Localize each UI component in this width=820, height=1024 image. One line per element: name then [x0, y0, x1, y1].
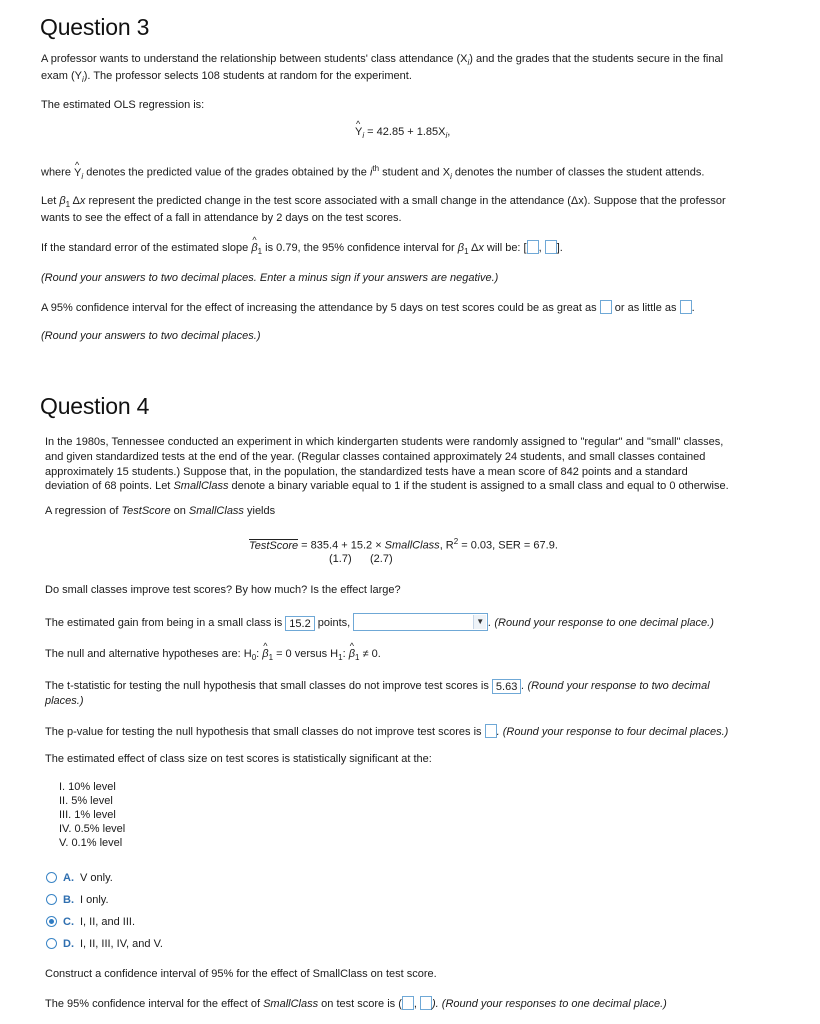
- level-item: IV. 0.5% level: [59, 823, 126, 835]
- gain-value-field[interactable]: 15.2: [285, 616, 314, 631]
- q4-regression-intro: A regression of TestScore on SmallClass yields: [45, 505, 276, 517]
- level-item: V. 0.1% level: [59, 837, 123, 849]
- q3-regression-equation: ^ $Y_i = 42.85 + 1.85X_i$,: [355, 126, 450, 140]
- q4-gain-line: The estimated gain from being in a small class is 15.2 points, ▼ . (Round your response to one decimal place.): [45, 613, 714, 631]
- option-b[interactable]: B. I only.: [46, 894, 109, 906]
- ci-lower-input[interactable]: [527, 240, 539, 254]
- question-3-title: Question 3: [40, 14, 150, 40]
- q4-para-line3: approximately 15 students.) Suppose that, in the population, the standardized tests have a mean score of 842 points and a standard: [45, 466, 688, 478]
- tstat-value-field[interactable]: 5.63: [492, 679, 521, 694]
- option-d[interactable]: D. I, II, III, IV, and V.: [46, 938, 163, 950]
- q3-ols-label: The estimated OLS regression is:: [41, 99, 205, 111]
- option-a[interactable]: A. V only.: [46, 872, 113, 884]
- q3-where-line: where ^ $Y_i$ denotes the predicted value of the grades obtained by the $i^{th}$ student and $X_i$ denotes the number of classes the student attends.: [41, 164, 704, 181]
- level-item: III. 1% level: [59, 809, 116, 821]
- pvalue-input[interactable]: [485, 724, 497, 738]
- q3-ci5-question: A 95% confidence interval for the effect of increasing the attendance by 5 days on test scores could be as great as or as little as .: [41, 302, 695, 314]
- question-4-title: Question 4: [40, 393, 150, 419]
- q4-hypotheses: The null and alternative hypotheses are: $H_0$: ^ $\beta_1 = 0$ versus $H_1$: ^ $\beta_1 \ne 0$.: [45, 648, 381, 662]
- q4-construct-ci: Construct a confidence interval of 95% for the effect of SmallClass on test score.: [45, 968, 437, 980]
- q4-significance-question: The estimated effect of class size on test scores is statistically significant at the:: [45, 753, 432, 765]
- radio-a[interactable]: [46, 872, 57, 883]
- q4-ci-line: The 95% confidence interval for the effect of SmallClass on test score is ( , ). (Round your responses to one decimal place.): [45, 998, 667, 1010]
- radio-d[interactable]: [46, 938, 57, 949]
- q4-tstat-line2: places.): [45, 695, 84, 707]
- chevron-down-icon: ▼: [473, 615, 486, 629]
- q4-levels-list: [59, 780, 125, 850]
- ci95-upper-input[interactable]: [420, 996, 432, 1010]
- level-item: II. 5% level: [59, 795, 113, 807]
- q4-se-slope: (2.7): [370, 553, 393, 565]
- q3-intro-line2: exam $(Y_i)$. The professor selects 108 students at random for the experiment.: [41, 70, 412, 85]
- q4-para-line2: and given standardized tests at the end of the year. (Regular classes contained approximately 24 students, and small classes contained: [45, 451, 706, 463]
- gain-magnitude-dropdown[interactable]: [353, 613, 488, 631]
- q3-se-question: If the standard error of the estimated slope ^ $\beta_1$ is 0.79, the 95% confidence interval for $\beta_1$ Δx will be: [ , ].: [41, 240, 563, 256]
- q3-intro-line1: A professor wants to understand the relationship between students' class attendance $(X_i)$ and the grades that the students secure in the final: [41, 53, 724, 68]
- q4-para-line4: deviation of 68 points. Let SmallClass denote a binary variable equal to 1 if the student is assigned to a small class and equal to 0 otherwise.: [45, 480, 729, 492]
- q4-pvalue-line: The p-value for testing the null hypothesis that small classes do not improve test scores is . (Round your response to four decimal places.): [45, 726, 729, 738]
- radio-b[interactable]: [46, 894, 57, 905]
- q4-para-line1: In the 1980s, Tennessee conducted an experiment in which kindergarten students were randomly assigned to "regular" and "small" classes,: [45, 436, 724, 448]
- ci95-lower-input[interactable]: [402, 996, 414, 1010]
- q3-let-line2: wants to see the effect of a fall in attendance by 2 days on the test scores.: [41, 212, 402, 224]
- ci-upper-input[interactable]: [545, 240, 557, 254]
- q4-se-intercept: (1.7): [329, 553, 352, 565]
- radio-c-selected[interactable]: [46, 916, 57, 927]
- option-c[interactable]: C. I, II, and III.: [46, 916, 135, 928]
- q3-round-note-1: (Round your answers to two decimal places. Enter a minus sign if your answers are negative.): [41, 272, 499, 284]
- q3-let-line1: Let $\beta_1$ Δx represent the predicted change in the test score associated with a small change in the attendance (Δx). Suppose that the professor: [41, 195, 726, 210]
- q4-question-text: Do small classes improve test scores? By how much? Is the effect large?: [45, 584, 401, 596]
- q4-regression-equation: TestScore = 835.4 + 15.2 × SmallClass, $R^2 = 0.03$, SER = 67.9.: [249, 537, 558, 552]
- q3-round-note-2: (Round your answers to two decimal places.): [41, 330, 261, 342]
- q4-tstat-line: The t-statistic for testing the null hypothesis that small classes do not improve test scores is 5.63 . (Round your response to two decimal: [45, 680, 710, 693]
- ci5-little-input[interactable]: [680, 300, 692, 314]
- level-item: I. 10% level: [59, 781, 116, 793]
- ci5-great-input[interactable]: [600, 300, 612, 314]
